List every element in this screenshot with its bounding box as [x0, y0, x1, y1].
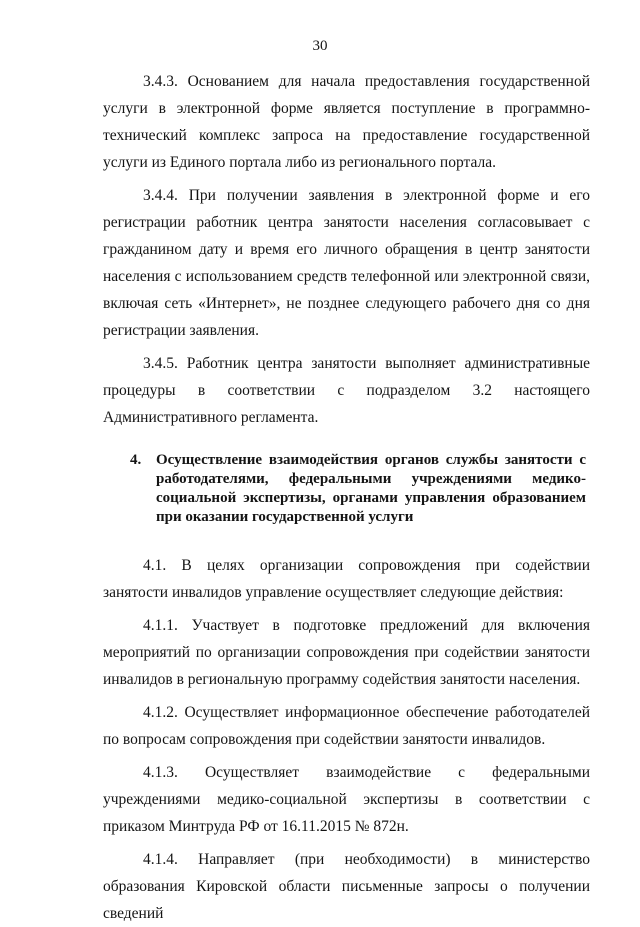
- section-heading-4: [103, 451, 590, 527]
- paragraph-4-1-1: 4.1.1. Участвует в подготовке предложений для включения мероприятий по организации сопровождения при содействии занятости инвалидов в региональную программу содействия занятости населения.: [103, 617, 590, 688]
- paragraph-4-1: 4.1. В целях организации сопровождения при содействии занятости инвалидов управление осуществляет следующие действия:: [103, 557, 590, 601]
- section-heading-number: 4.: [130, 452, 142, 468]
- document-body: [103, 68, 590, 927]
- page-number: 30: [312, 38, 328, 54]
- paragraph-4-1-2: 4.1.2. Осуществляет информационное обеспечение работодателей по вопросам сопровождения при содействии занятости инвалидов.: [103, 704, 590, 748]
- paragraph-3-4-5: 3.4.5. Работник центра занятости выполняет административные процедуры в соответствии с подразделом 3.2 настоящего Административного регламента.: [103, 355, 590, 426]
- section-heading-text: Осуществление взаимодействия органов службы занятости с работодателями, федеральными учреждениями медико-социальной экспертизы, органами управления образованием при оказании государственной услуги: [156, 452, 586, 525]
- paragraph-4-1-4: 4.1.4. Направляет (при необходимости) в министерство образования Кировской области письменные запросы о получении сведений: [103, 851, 590, 922]
- paragraph-3-4-3: 3.4.3. Основанием для начала предоставления государственной услуги в электронной форме является поступление в программно-технический комплекс запроса на предоставление государственной услуги из Единого портала либо из регионального портала.: [103, 73, 590, 171]
- paragraph-3-4-4: 3.4.4. При получении заявления в электронной форме и его регистрации работник центра занятости населения согласовывает с гражданином дату и время его личного обращения в центр занятости населения с использованием средств телефонной или электронной связи, включая сеть «Интернет», не позднее следующего рабочего дня со дня регистрации заявления.: [103, 187, 590, 339]
- paragraph-4-1-3: 4.1.3. Осуществляет взаимодействие с федеральными учреждениями медико-социальной экспертизы в соответствии с приказом Минтруда РФ от 16.11.2015 № 872н.: [103, 764, 590, 835]
